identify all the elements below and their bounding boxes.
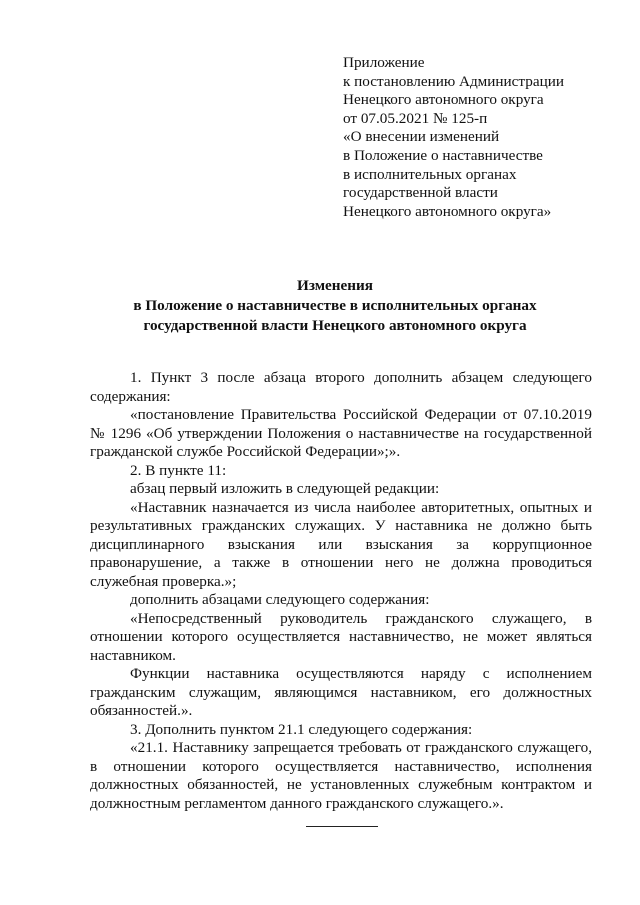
appendix-line: Приложение: [343, 54, 425, 71]
paragraph: Функции наставника осуществляются наряду с исполнением гражданским служащим, являющимся наставником, его должностных обязанностей.».: [90, 665, 592, 719]
document-body: [90, 369, 592, 813]
appendix-line: Ненецкого автономного округа: [343, 91, 544, 109]
appendix-line: «О внесении изменений: [343, 128, 500, 146]
appendix-line: от 07.05.2021 № 125-п: [343, 109, 488, 127]
appendix-line: в Положение о наставничестве: [343, 146, 543, 164]
paragraph: «Наставник назначается из числа наиболее авторитетных, опытных и результативных гражданских служащих. У наставника не должно быть дисциплинарного взыскания или взыскания за коррупционное правонарушение, а также в отношении него не должна проводиться служебная проверка.»;: [90, 498, 592, 590]
paragraph: 3. Дополнить пунктом 21.1 следующего содержания:: [130, 720, 473, 738]
paragraph: «21.1. Наставнику запрещается требовать от гражданского служащего, в отношении которого осуществляется наставничество, исполнения должностных обязанностей, не установленных служебным контрактом и должностным регламентом данного гражданского служащего.».: [90, 739, 592, 812]
end-divider: [306, 826, 378, 827]
paragraph: абзац первый изложить в следующей редакции:: [130, 480, 440, 497]
appendix-line: в исполнительных органах: [343, 165, 517, 183]
appendix-line: к постановлению Администрации: [343, 72, 564, 90]
paragraph: «постановление Правительства Российской Федерации от 07.10.2019 № 1296 «Об утверждении Положения о наставничестве на государственной гражданской службе Российской Федерации»;».: [90, 406, 592, 460]
title-line: государственной власти Ненецкого автономного округа: [143, 317, 527, 334]
paragraph: 1. Пункт 3 после абзаца второго дополнить абзацем следующего содержания:: [90, 369, 592, 405]
appendix-line: Ненецкого автономного округа»: [343, 202, 552, 220]
title-heading: Изменения: [297, 277, 373, 294]
document-title: [90, 276, 580, 336]
title-line: в Положение о наставничестве в исполнительных органах: [133, 297, 537, 314]
paragraph: дополнить абзацами следующего содержания:: [130, 591, 430, 608]
paragraph: 2. В пункте 11:: [130, 461, 227, 479]
paragraph: «Непосредственный руководитель гражданского служащего, в отношении которого осуществляется наставничество, не может являться наставником.: [90, 609, 592, 664]
appendix-line: государственной власти: [343, 184, 498, 202]
appendix-header: [343, 54, 613, 221]
